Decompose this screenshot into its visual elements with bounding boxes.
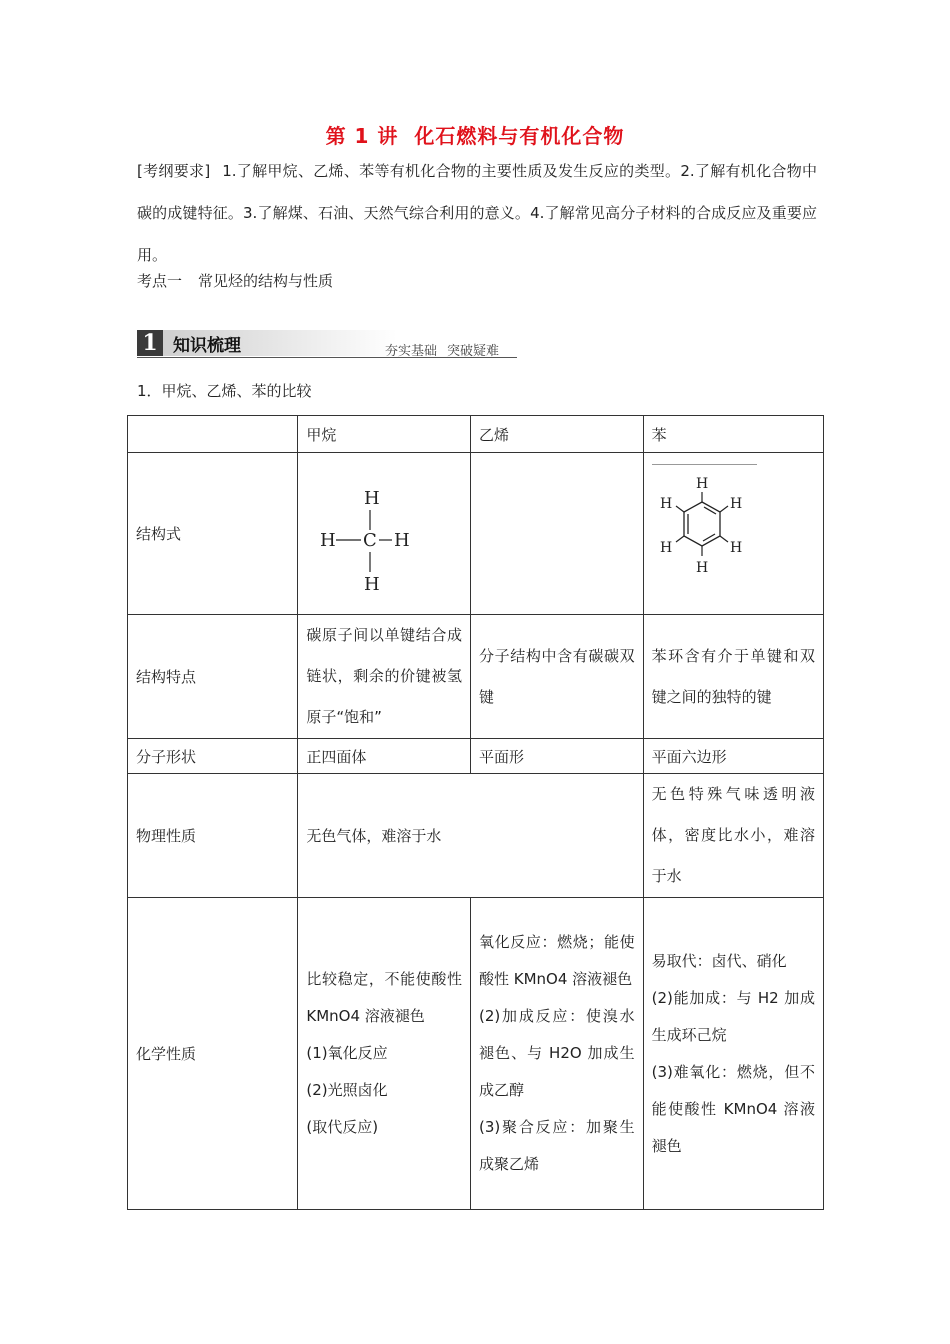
benzene-structure-diagram [652, 464, 792, 604]
label-physical-properties: 物理性质 [128, 774, 298, 898]
ethylene-chemical [471, 898, 644, 1210]
row-physical-properties [128, 774, 824, 898]
label-molecular-shape: 分子形状 [128, 739, 298, 774]
bond-h5 [676, 536, 684, 542]
banner-label: 知识梳理 [173, 336, 241, 356]
atom-h3: H [729, 539, 742, 556]
benzene-shape: 平面六边形 [643, 739, 823, 774]
ethylene-chem-line: (2)加成反应：使溴水褪色、与 H2O 加成生成乙醇 [479, 1007, 635, 1099]
lecture-name: 化石燃料与有机化合物 [414, 124, 625, 148]
benzene-chem-line: 易取代：卤代、硝化 [651, 951, 787, 970]
comparison-table [127, 415, 824, 1210]
ethylene-chem-line: 氧化反应：燃烧；能使酸性 KMnO4 溶液褪色 [479, 933, 635, 988]
methane-chem-line: (取代反应) [306, 1118, 379, 1136]
atom-c-center: C [363, 529, 378, 551]
benzene-chemical [643, 898, 823, 1210]
header-row [128, 416, 824, 453]
section-heading: 1．甲烷、乙烯、苯的比较 [137, 382, 312, 400]
benzene-feature: 苯环含有介于单键和双键之间的独特的键 [643, 615, 823, 739]
atom-h6: H [659, 495, 672, 512]
methane-chemical [298, 898, 471, 1210]
atom-h-left: H [320, 529, 337, 551]
atom-h2: H [729, 495, 742, 512]
atom-h-bottom: H [364, 573, 381, 595]
label-chemical-properties: 化学性质 [128, 898, 298, 1210]
row-structure-feature [128, 615, 824, 739]
header-benzene: 苯 [643, 416, 823, 453]
ethylene-chem-line: (3)聚合反应：加聚生成聚乙烯 [479, 1118, 635, 1173]
methane-shape: 正四面体 [298, 739, 471, 774]
methane-chem-line: (1)氧化反应 [306, 1044, 388, 1062]
atom-h4: H [695, 559, 708, 576]
header-methane: 甲烷 [298, 416, 471, 453]
header-ethylene: 乙烯 [471, 416, 644, 453]
header-cell-empty [128, 416, 298, 453]
banner-number: 1 [137, 330, 163, 356]
methane-chem-line: 比较稳定，不能使酸性 KMnO4 溶液褪色 [306, 970, 462, 1025]
slogan-b: 突破疑难 [447, 344, 500, 359]
row-chemical-properties [128, 898, 824, 1210]
atom-h-right: H [394, 529, 411, 551]
benzene-chem-line: (3)难氧化：燃烧，但不能使酸性 KMnO4 溶液褪色 [651, 1062, 815, 1155]
benzene-ring [684, 502, 720, 546]
atom-h5: H [659, 539, 672, 556]
methane-ethylene-physical: 无色气体，难溶于水 [298, 774, 643, 898]
lecture-number: 第 1 讲 [325, 124, 399, 148]
bond-h2 [720, 506, 728, 512]
label-structure-formula: 结构式 [128, 453, 298, 615]
bond-h3 [720, 536, 728, 542]
ethylene-structure-cell [471, 453, 644, 615]
requirements-lead: [考纲要求] [137, 162, 211, 180]
topic-name: 常见烃的结构与性质 [198, 272, 334, 290]
topic-label: 考点一 [137, 272, 183, 290]
slogan-a: 夯实基础 [385, 344, 438, 359]
methane-chem-line: (2)光照卤化 [306, 1081, 388, 1099]
atom-h1: H [695, 475, 708, 492]
requirements-text: 1.了解甲烷、乙烯、苯等有机化合物的主要性质及发生反应的类型。2.了解有机化合物中碳的成键特征。3.了解煤、石油、天然气综合利用的意义。4.了解常见高分子材料的合成反应及重要应用。 [137, 162, 817, 264]
section-banner [137, 330, 517, 360]
methane-feature: 碳原子间以单键结合成链状，剩余的价键被氢原子“饱和” [298, 615, 471, 739]
banner-slogan [385, 340, 499, 359]
syllabus-requirements [137, 150, 817, 276]
ethylene-feature: 分子结构中含有碳碳双键 [471, 615, 644, 739]
page-title [0, 120, 950, 149]
ethylene-shape: 平面形 [471, 739, 644, 774]
benzene-structure-cell [643, 453, 823, 615]
row-molecular-shape [128, 739, 824, 774]
benzene-physical: 无色特殊气味透明液体，密度比水小，难溶于水 [643, 774, 823, 898]
methane-structure-cell [298, 453, 471, 615]
benzene-chem-line: (2)能加成：与 H2 加成生成环己烷 [651, 988, 815, 1044]
bond-h6 [676, 506, 684, 512]
topic-heading [137, 270, 333, 291]
row-structure-formula [128, 453, 824, 615]
methane-structure-diagram [306, 464, 446, 604]
label-structure-feature: 结构特点 [128, 615, 298, 739]
atom-h-top: H [364, 487, 381, 509]
